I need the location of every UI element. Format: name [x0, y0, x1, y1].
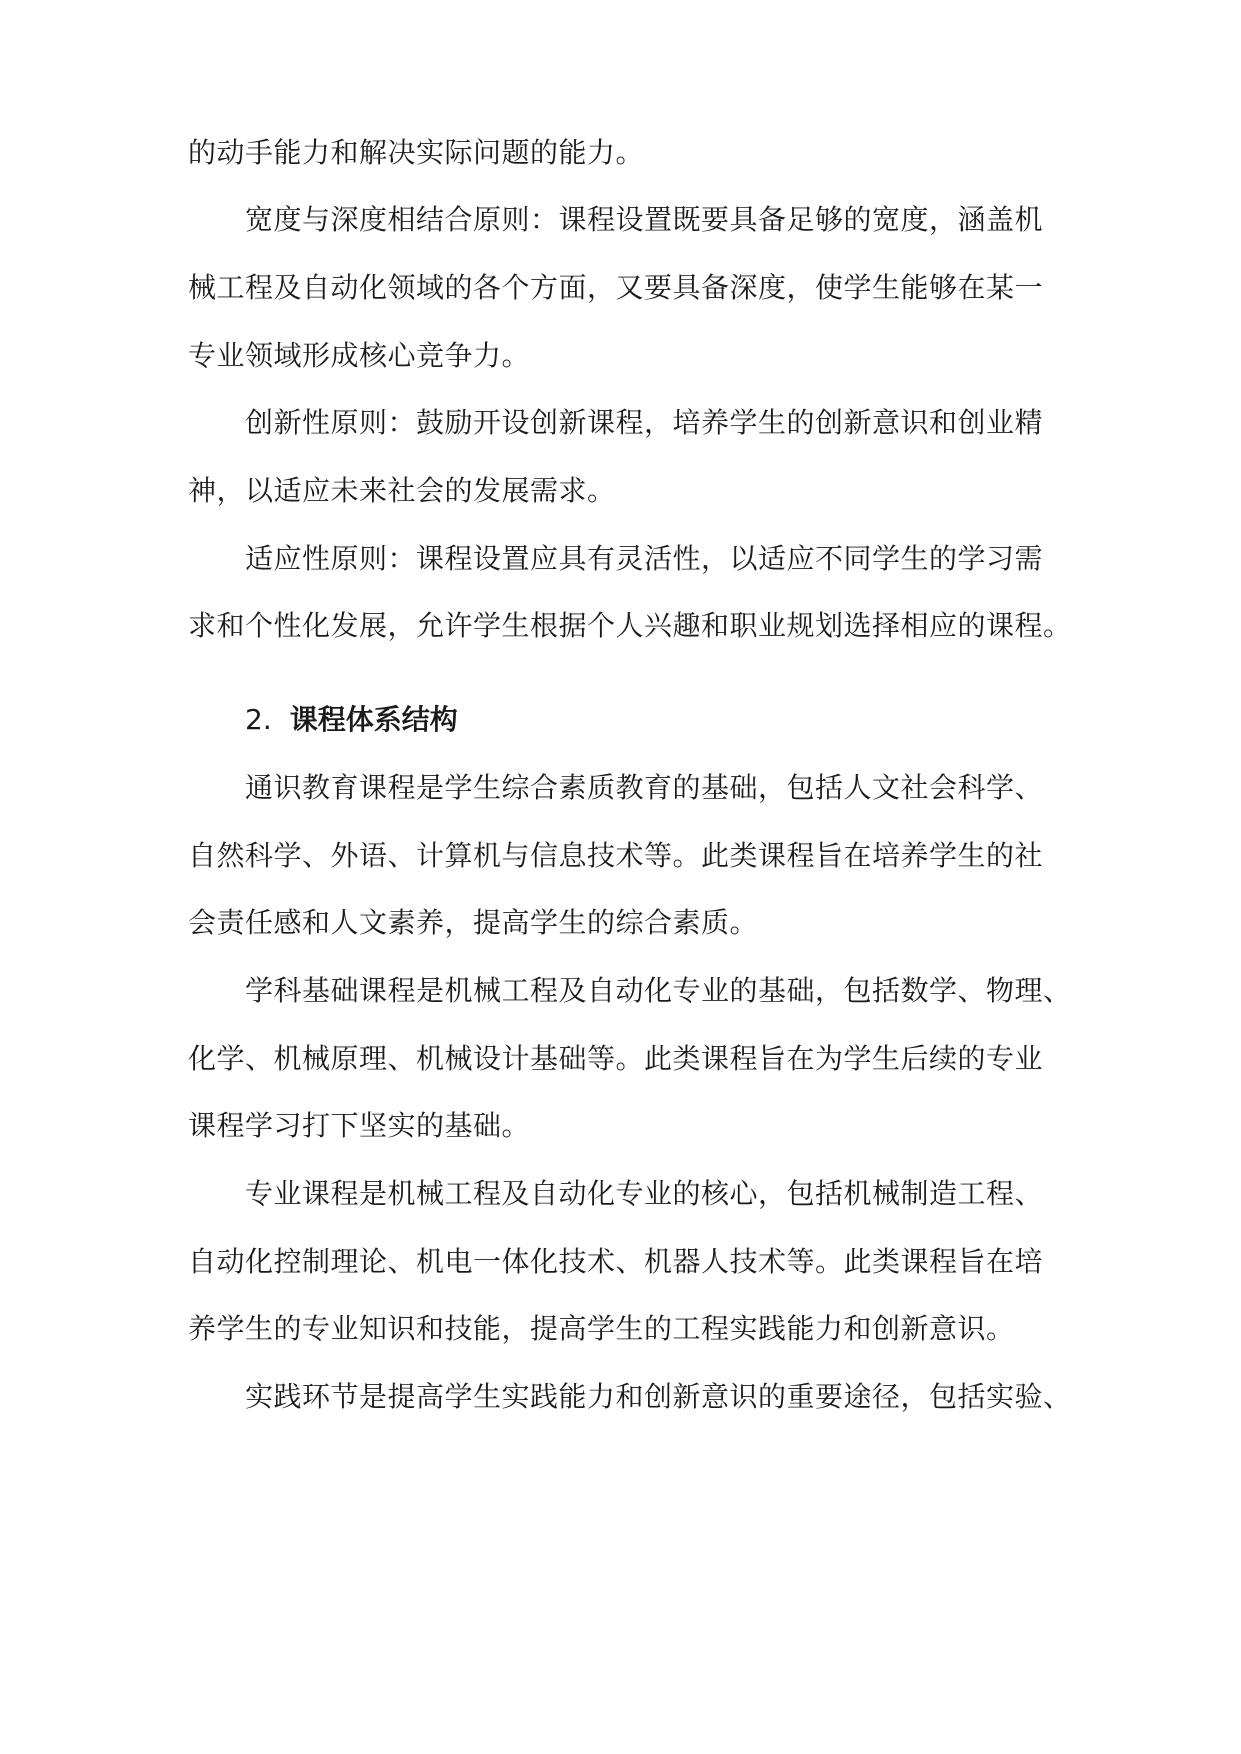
paragraph-line: 化学、机械原理、机械设计基础等。此类课程旨在为学生后续的专业	[188, 1042, 1044, 1075]
paragraph-line: 学科基础课程是机械工程及自动化专业的基础，包括数学、物理、	[245, 974, 1072, 1007]
paragraph-line: 实践环节是提高学生实践能力和创新意识的重要途径，包括实验、	[245, 1380, 1072, 1413]
paragraph-line: 养学生的专业知识和技能，提高学生的工程实践能力和创新意识。	[188, 1312, 1015, 1345]
paragraph-line: 专业领域形成核心竞争力。	[188, 339, 531, 372]
paragraph-line: 宽度与深度相结合原则：课程设置既要具备足够的宽度，涵盖机	[245, 203, 1044, 236]
paragraph-line: 通识教育课程是学生综合素质教育的基础，包括人文社会科学、	[245, 771, 1044, 804]
paragraph-line: 自动化控制理论、机电一体化技术、机器人技术等。此类课程旨在培	[188, 1245, 1044, 1278]
paragraph-line: 自然科学、外语、计算机与信息技术等。此类课程旨在培养学生的社	[188, 839, 1044, 872]
section-title: 课程体系结构	[289, 703, 458, 736]
paragraph-line: 的动手能力和解决实际问题的能力。	[188, 136, 645, 169]
paragraph-line: 创新性原则：鼓励开设创新课程，培养学生的创新意识和创业精	[245, 406, 1044, 439]
paragraph-line: 求和个性化发展，允许学生根据个人兴趣和职业规划选择相应的课程。	[188, 609, 1072, 642]
section-number: 2.	[245, 703, 272, 736]
paragraph-line: 适应性原则：课程设置应具有灵活性，以适应不同学生的学习需	[245, 542, 1044, 575]
paragraph-line: 会责任感和人文素养，提高学生的综合素质。	[188, 906, 759, 939]
paragraph-line: 专业课程是机械工程及自动化专业的核心，包括机械制造工程、	[245, 1177, 1044, 1210]
paragraph-line: 械工程及自动化领域的各个方面，又要具备深度，使学生能够在某一	[188, 271, 1044, 304]
paragraph-line: 神，以适应未来社会的发展需求。	[188, 474, 616, 507]
paragraph-line: 课程学习打下坚实的基础。	[188, 1109, 531, 1142]
section-heading	[245, 700, 458, 740]
